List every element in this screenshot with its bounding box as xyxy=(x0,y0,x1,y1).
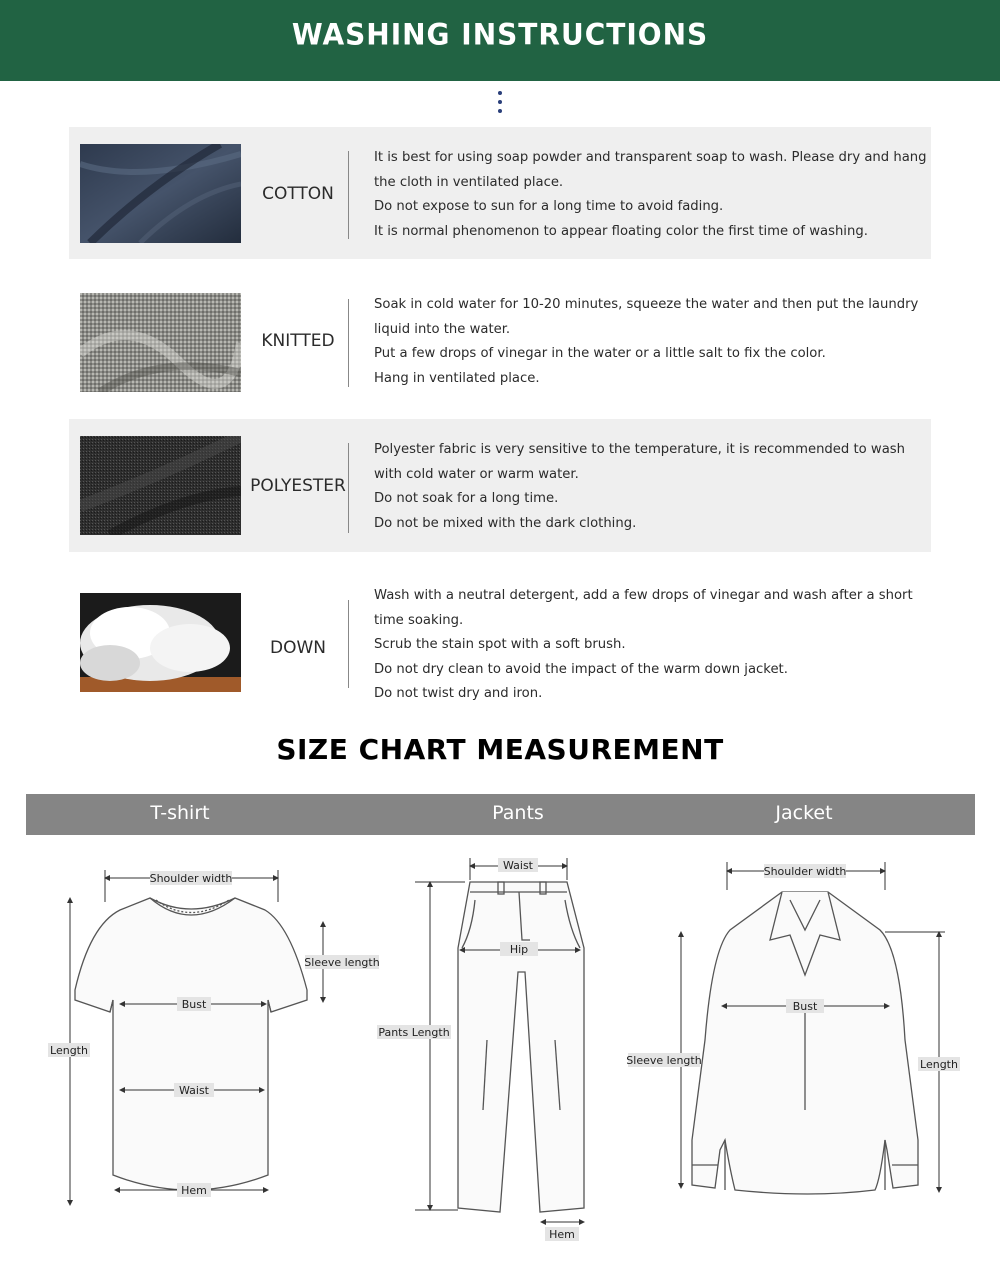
tshirt-diagram xyxy=(75,898,307,1190)
tab-jacket: Jacket xyxy=(775,802,833,824)
divider-dots xyxy=(496,91,504,117)
label-jacket-bust: Bust xyxy=(792,1000,818,1013)
down-feather-image xyxy=(80,593,241,692)
label-jacket-sleeve: Sleeve length xyxy=(626,1054,702,1067)
row-divider xyxy=(348,600,349,688)
instruction-line: Do not dry clean to avoid the impact of the warm down jacket. xyxy=(374,661,788,677)
label-pants-waist: Waist xyxy=(502,859,534,872)
fabric-name: DOWN xyxy=(270,638,326,658)
fabric-instructions xyxy=(374,293,929,391)
tab-pants: Pants xyxy=(492,802,544,824)
instruction-line: Do not twist dry and iron. xyxy=(374,686,543,702)
instruction-line: It is best for using soap powder and transparent soap to wash. Please dry and hang the cloth in ventilated place. xyxy=(374,150,927,190)
row-divider xyxy=(348,151,349,239)
instruction-line: Do not expose to sun for a long time to avoid fading. xyxy=(374,199,724,215)
size-chart-title: SIZE CHART MEASUREMENT xyxy=(276,733,724,766)
size-diagrams xyxy=(0,840,1000,1260)
fabric-name: KNITTED xyxy=(261,331,335,351)
label-jacket-length: Length xyxy=(920,1058,958,1071)
fabric-instructions xyxy=(374,584,929,707)
instruction-line: Scrub the stain spot with a soft brush. xyxy=(374,637,626,653)
jacket-diagram xyxy=(692,892,918,1194)
fabric-row-cotton xyxy=(69,127,931,259)
instruction-line: Polyester fabric is very sensitive to the temperature, it is recommended to wash with cold water or warm water. xyxy=(374,442,906,482)
tab-tshirt: T-shirt xyxy=(150,802,210,824)
row-divider xyxy=(348,443,349,533)
row-divider xyxy=(348,299,349,387)
label-tshirt-shoulder: Shoulder width xyxy=(149,872,233,885)
fabric-row-polyester xyxy=(69,419,931,552)
page-title: WASHING INSTRUCTIONS xyxy=(291,17,709,52)
pants-diagram xyxy=(458,882,584,1212)
fabric-row-knitted xyxy=(69,273,931,405)
fabric-name: POLYESTER xyxy=(250,476,346,496)
instruction-line: Do not be mixed with the dark clothing. xyxy=(374,515,637,531)
label-jacket-shoulder: Shoulder width xyxy=(763,865,847,878)
label-pants-length: Pants Length xyxy=(378,1026,450,1039)
fabric-row-down xyxy=(69,570,931,720)
instruction-line: Put a few drops of vinegar in the water or a little salt to fix the color. xyxy=(374,346,826,362)
instruction-line: Hang in ventilated place. xyxy=(374,370,540,386)
cotton-fabric-image xyxy=(80,144,241,243)
label-tshirt-waist: Waist xyxy=(178,1084,210,1097)
instruction-line: Do not soak for a long time. xyxy=(374,491,559,507)
label-tshirt-hem: Hem xyxy=(181,1184,207,1197)
label-pants-hem: Hem xyxy=(549,1228,575,1241)
label-tshirt-length: Length xyxy=(50,1044,88,1057)
instruction-line: It is normal phenomenon to appear floating color the first time of washing. xyxy=(374,223,868,239)
label-pants-hip: Hip xyxy=(509,943,529,956)
fabric-name: COTTON xyxy=(262,184,334,204)
instruction-line: Wash with a neutral detergent, add a few drops of vinegar and wash after a short time soaking. xyxy=(374,588,913,628)
label-tshirt-sleeve: Sleeve length xyxy=(304,956,380,969)
knitted-fabric-image xyxy=(80,293,241,392)
polyester-fabric-image xyxy=(80,436,241,535)
instruction-line: Soak in cold water for 10-20 minutes, squeeze the water and then put the laundry liquid into the water. xyxy=(374,297,919,337)
fabric-instructions xyxy=(374,438,929,536)
fabric-instructions xyxy=(374,146,929,244)
garment-tab-bar xyxy=(26,794,975,835)
label-tshirt-bust: Bust xyxy=(181,998,207,1011)
